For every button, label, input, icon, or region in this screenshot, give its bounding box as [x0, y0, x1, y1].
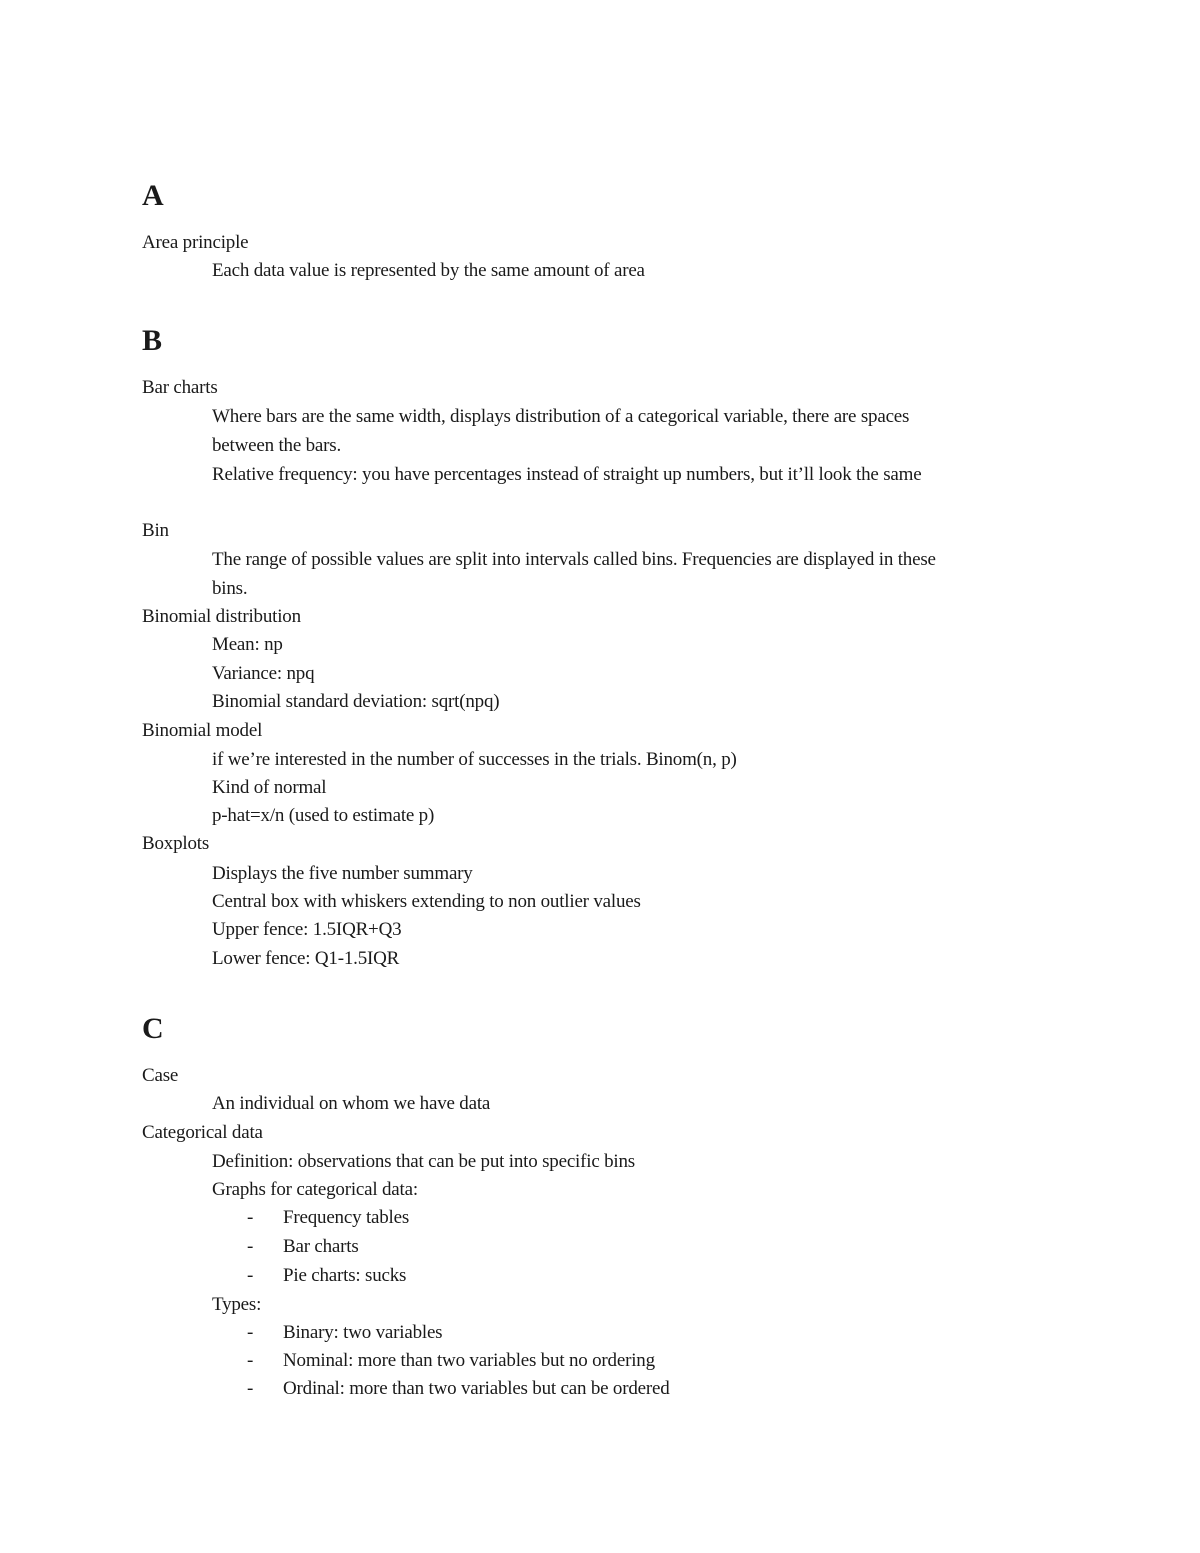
section-heading-a: A: [142, 179, 164, 212]
bullet-marker: -: [247, 1350, 254, 1371]
bullet-marker: -: [247, 1378, 254, 1399]
sublist-label-types: Types:: [212, 1294, 262, 1315]
definition-line: Displays the five number summary: [212, 863, 473, 884]
term-categorical-data: Categorical data: [142, 1122, 263, 1143]
definition-line: between the bars.: [212, 435, 342, 456]
definition-line: Lower fence: Q1-1.5IQR: [212, 948, 400, 969]
section-heading-b: B: [142, 324, 163, 357]
list-item: Bar charts: [283, 1236, 359, 1257]
bullet-marker: -: [247, 1265, 254, 1286]
definition-line: if we’re interested in the number of successes in the trials. Binom(n, p): [212, 749, 737, 770]
definition-line: The range of possible values are split into intervals called bins. Frequencies are displayed in these: [212, 549, 936, 570]
definition-line: Relative frequency: you have percentages instead of straight up numbers, but it’ll look the same: [212, 464, 922, 485]
list-item: Ordinal: more than two variables but can be ordered: [283, 1378, 670, 1399]
definition-line: Kind of normal: [212, 777, 327, 798]
term-binomial-model: Binomial model: [142, 720, 263, 741]
definition-line: Where bars are the same width, displays distribution of a categorical variable, there are spaces: [212, 406, 910, 427]
definition-line: Mean: np: [212, 634, 283, 655]
list-item: Nominal: more than two variables but no ordering: [283, 1350, 655, 1371]
term-binomial-distribution: Binomial distribution: [142, 606, 301, 627]
bullet-marker: -: [247, 1236, 254, 1257]
section-heading-c: C: [142, 1012, 164, 1045]
list-item: Binary: two variables: [283, 1322, 443, 1343]
definition-line: Upper fence: 1.5IQR+Q3: [212, 919, 402, 940]
term-area-principle: Area principle: [142, 232, 249, 253]
definition-line: bins.: [212, 578, 248, 599]
definition-line: Variance: npq: [212, 663, 315, 684]
definition-line: Binomial standard deviation: sqrt(npq): [212, 691, 500, 712]
sublist-label-graphs: Graphs for categorical data:: [212, 1179, 418, 1200]
definition-line: Definition: observations that can be put into specific bins: [212, 1151, 635, 1172]
definition-line: Central box with whiskers extending to non outlier values: [212, 891, 641, 912]
term-boxplots: Boxplots: [142, 833, 210, 854]
term-case: Case: [142, 1065, 179, 1086]
term-bin: Bin: [142, 520, 169, 541]
definition-line: Each data value is represented by the same amount of area: [212, 260, 645, 281]
definition-line: p-hat=x/n (used to estimate p): [212, 805, 435, 826]
bullet-marker: -: [247, 1322, 254, 1343]
list-item: Pie charts: sucks: [283, 1265, 407, 1286]
term-bar-charts: Bar charts: [142, 377, 218, 398]
bullet-marker: -: [247, 1207, 254, 1228]
list-item: Frequency tables: [283, 1207, 410, 1228]
definition-line: An individual on whom we have data: [212, 1093, 491, 1114]
